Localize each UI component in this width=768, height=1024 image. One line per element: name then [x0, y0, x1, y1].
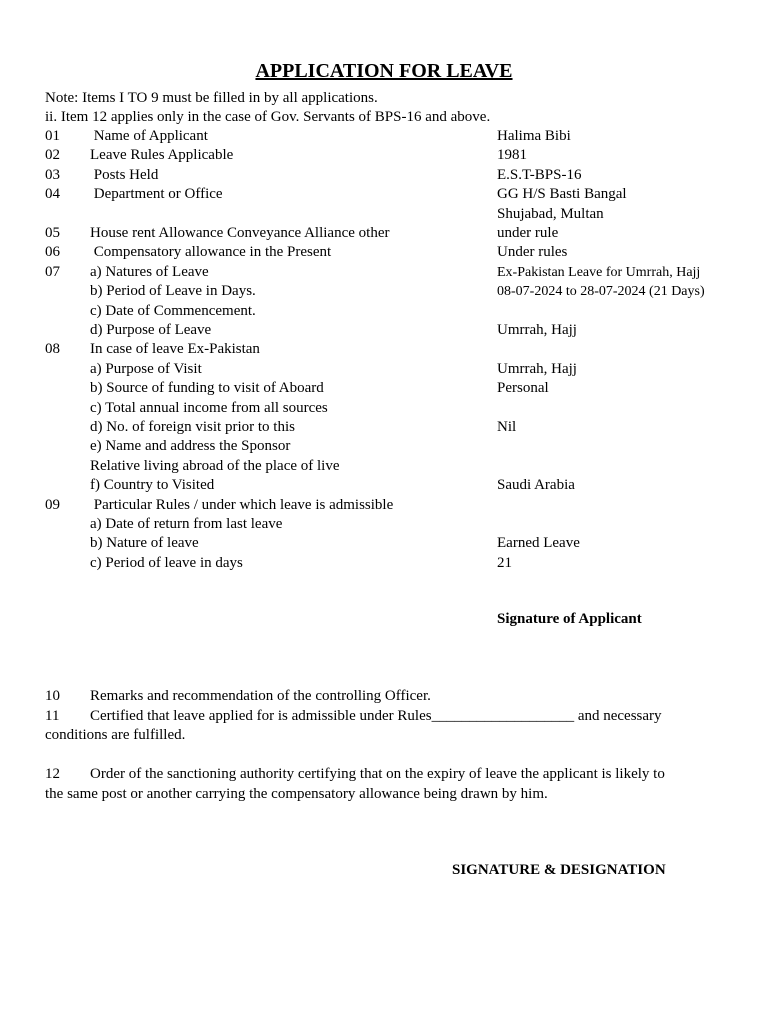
row-value: Umrrah, Hajj: [497, 360, 577, 377]
row-label: Posts Held: [90, 166, 159, 183]
row-value: Ex-Pakistan Leave for Umrrah, Hajj: [497, 264, 701, 280]
row-value: E.S.T-BPS-16: [497, 166, 582, 183]
row-value: Shujabad, Multan: [497, 205, 604, 222]
row-value: under rule: [497, 225, 559, 241]
row-number: 05: [45, 225, 60, 241]
signature-of-applicant: Signature of Applicant: [497, 611, 642, 627]
row-label: d) No. of foreign visit prior to this: [90, 419, 295, 435]
row-number: 06: [45, 244, 60, 261]
row-label: a) Purpose of Visit: [90, 360, 202, 377]
row-number: 03: [45, 166, 60, 183]
row-label: Name of Applicant: [90, 128, 208, 144]
item-11-text: Certified that leave applied for is admissible under Rules___________________ and necessary: [90, 708, 662, 724]
row-label: a) Date of return from last leave: [90, 516, 283, 532]
row-value: Halima Bibi: [497, 128, 571, 144]
item-10-number: 10: [45, 688, 60, 704]
row-value: Umrrah, Hajj: [497, 322, 577, 338]
row-label: Relative living abroad of the place of live: [90, 457, 340, 474]
row-number: 01: [45, 128, 60, 144]
row-number: 09: [45, 496, 60, 513]
item-12-continuation: the same post or another carrying the compensatory allowance being drawn by him.: [45, 786, 548, 802]
row-value: Personal: [497, 380, 549, 397]
row-value: 08-07-2024 to 28-07-2024 (21 Days): [497, 284, 705, 300]
row-label: Particular Rules / under which leave is admissible: [90, 496, 394, 513]
row-label: b) Period of Leave in Days.: [90, 283, 256, 300]
row-number: 08: [45, 341, 60, 358]
row-value: Saudi Arabia: [497, 477, 575, 494]
row-label: c) Period of leave in days: [90, 554, 243, 571]
row-label: b) Source of funding to visit of Aboard: [90, 380, 324, 397]
row-value: Nil: [497, 419, 517, 435]
row-label: c) Date of Commencement.: [90, 302, 256, 319]
row-label: Department or Office: [90, 186, 223, 203]
note-line-2: ii. Item 12 applies only in the case of Gov. Servants of BPS-16 and above.: [45, 109, 491, 125]
row-label: In case of leave Ex-Pakistan: [90, 341, 260, 358]
item-12-text: Order of the sanctioning authority certifying that on the expiry of leave the applicant is likely to: [90, 766, 665, 782]
row-value: 21: [497, 554, 512, 571]
row-label: a) Natures of Leave: [90, 263, 209, 280]
item-10-text: Remarks and recommendation of the controlling Officer.: [90, 688, 431, 704]
row-number: 04: [45, 186, 60, 203]
row-number: 02: [45, 147, 60, 164]
row-label: e) Name and address the Sponsor: [90, 438, 291, 455]
note-line-1: Note: Items I TO 9 must be filled in by all applications.: [45, 90, 378, 106]
item-11-continuation: conditions are fulfilled.: [45, 727, 186, 743]
row-value: Under rules: [497, 244, 568, 261]
item-12-number: 12: [45, 766, 60, 782]
row-label: Leave Rules Applicable: [90, 147, 234, 164]
row-label: c) Total annual income from all sources: [90, 399, 328, 416]
row-label: Compensatory allowance in the Present: [90, 244, 332, 261]
document-title: APPLICATION FOR LEAVE: [255, 60, 513, 82]
row-value: 1981: [497, 147, 527, 164]
row-label: f) Country to Visited: [90, 477, 215, 494]
row-value: Earned Leave: [497, 535, 580, 552]
row-label: b) Nature of leave: [90, 535, 199, 552]
row-label: d) Purpose of Leave: [90, 322, 212, 338]
item-11-number: 11: [45, 708, 60, 724]
signature-and-designation: SIGNATURE & DESIGNATION: [452, 862, 666, 878]
row-number: 07: [45, 263, 60, 280]
row-label: House rent Allowance Conveyance Alliance other: [90, 225, 390, 241]
row-value: GG H/S Basti Bangal: [497, 186, 627, 203]
